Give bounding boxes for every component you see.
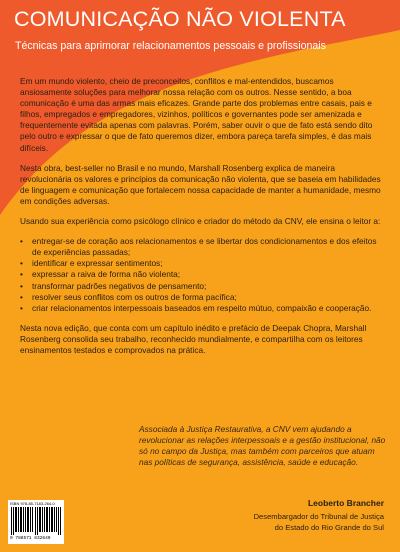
synopsis-paragraph-1: Em um mundo violento, cheio de preconceitos, conflitos e mal-entendidos, buscamos ansiosamente soluções para melhorar nossa relação com os outros. Nesse sentido, a boa comunicação é uma das armas mais eficazes. Grande parte dos problemas entre casais, pais e filhos, empregados e empregadores, vizinhos, políticos e governantes pode ser amenizada e frequentemente evitada apenas com palavras. Porém, saber ouvir o que de fato está sendo dito pelo outro e expressar o que de fato queremos dizer, embora pareça tarefa simples, é das mais difíceis. — [20, 76, 373, 153]
barcode-number: 9 788571 832640 — [10, 536, 51, 541]
book-title: COMUNICAÇÃO NÃO VIOLENTA — [14, 7, 346, 31]
synopsis — [20, 76, 382, 365]
skills-list — [20, 236, 382, 314]
endorsement-author: Leoberto Brancher — [307, 498, 384, 508]
list-item: • expressar a raiva de forma não violenta; — [32, 269, 382, 280]
endorsement-quote: Associada à Justiça Restaurativa, a CNV vem ajudando a revolucionar as relações interpessoais e a gestão institucional, não só no campo da Justiça, mas também com parceiros que atuam nas políticas de segurança, assistência, saúde e educação. — [139, 424, 386, 468]
author-role-line-2: do Estado do Rio Grande do Sul — [274, 522, 384, 532]
list-item: • identificar e expressar sentimentos; — [32, 258, 382, 269]
synopsis-paragraph-4: Nesta nova edição, que conta com um capítulo inédito e prefácio de Deepak Chopra, Marshall Rosenberg consolida seu trabalho, reconhecido mundialmente, e compartilha com os leitores ensinamentos testados e comprovados na prática. — [20, 322, 367, 355]
list-item: • resolver seus conflitos com os outros de forma pacífica; — [32, 292, 382, 303]
book-subtitle: Técnicas para aprimorar relacionamentos pessoais e profissionais — [15, 40, 326, 52]
isbn-label: ISBN 978-85-7183-264-0 — [10, 501, 55, 506]
synopsis-paragraph-2: Nesta obra, best-seller no Brasil e no mundo, Marshall Rosenberg explica de maneira revolucionária os valores e princípios da comunicação não violenta, que se baseia em habilidades de linguagem e comunicação que fortalecem nossa capacidade de manter a humanidade, mesmo em condições adversas. — [20, 162, 381, 206]
isbn-barcode — [8, 500, 64, 544]
author-role-line-1: Desembargador do Tribunal de Justiça — [253, 512, 384, 521]
list-item: • criar relacionamentos interpessoais baseados em respeito mútuo, compaixão e cooperação. — [32, 303, 382, 314]
list-item: • transformar padrões negativos de pensamento; — [32, 281, 382, 292]
synopsis-paragraph-3: Usando sua experiência como psicólogo clínico e criador do método da CNV, ele ensina o leitor a: — [20, 216, 381, 227]
endorsement-author-role — [140, 512, 384, 533]
barcode-icon — [10, 507, 62, 535]
list-item: • entregar-se de coração aos relacionamentos e se libertar dos condicionamentos e dos efeitos de experiências passadas; — [32, 236, 382, 258]
